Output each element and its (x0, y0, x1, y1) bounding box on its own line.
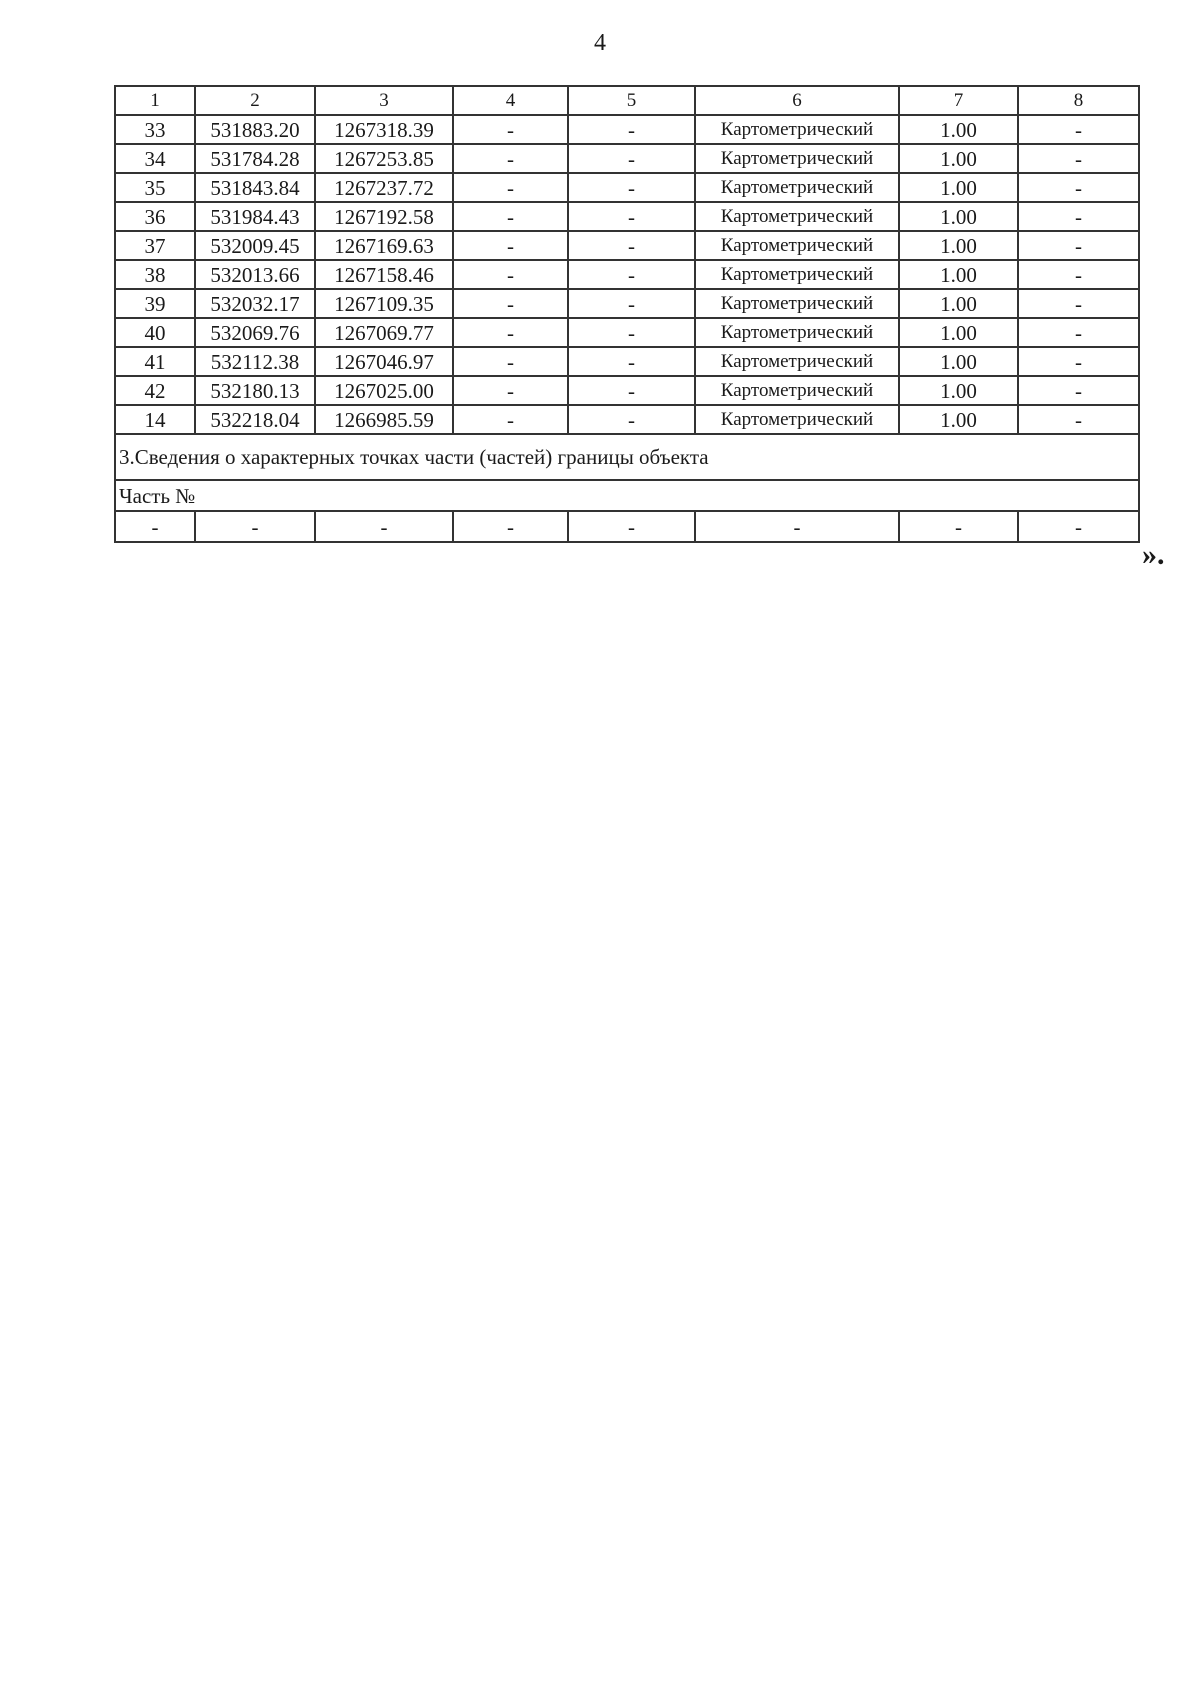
table-cell: Картометрический (695, 144, 899, 173)
table-cell: - (1018, 289, 1139, 318)
table-cell: 1.00 (899, 289, 1018, 318)
table-cell: - (568, 173, 695, 202)
table-row (115, 231, 1139, 260)
table-row (115, 144, 1139, 173)
table-cell: 1.00 (899, 260, 1018, 289)
table-cell: 1267253.85 (315, 144, 453, 173)
table-cell: - (568, 115, 695, 144)
table-cell: 37 (115, 231, 195, 260)
table-cell: 1267169.63 (315, 231, 453, 260)
table-cell: - (315, 511, 453, 542)
section-title: 3.Сведения о характерных точках части (частей) границы объекта (115, 434, 1139, 480)
table-cell: 41 (115, 347, 195, 376)
table-cell: 1.00 (899, 318, 1018, 347)
table-cell: 1267237.72 (315, 173, 453, 202)
table-cell: - (568, 376, 695, 405)
table-cell: 34 (115, 144, 195, 173)
table-cell: 1.00 (899, 173, 1018, 202)
table-cell: 1.00 (899, 144, 1018, 173)
table-cell: 1267025.00 (315, 376, 453, 405)
table-row (115, 405, 1139, 434)
table-row (115, 115, 1139, 144)
boundary-points-table (114, 85, 1140, 543)
table-cell: - (1018, 144, 1139, 173)
table-cell: - (1018, 231, 1139, 260)
section-title-row (115, 434, 1139, 480)
header-cell: 8 (1018, 86, 1139, 115)
table-cell: 532218.04 (195, 405, 315, 434)
header-cell: 7 (899, 86, 1018, 115)
part-label-row (115, 480, 1139, 511)
table-cell: 36 (115, 202, 195, 231)
header-cell: 5 (568, 86, 695, 115)
table-cell: 531784.28 (195, 144, 315, 173)
table-cell: 532032.17 (195, 289, 315, 318)
table-cell: 1.00 (899, 376, 1018, 405)
table-cell: Картометрический (695, 173, 899, 202)
table-cell: 532112.38 (195, 347, 315, 376)
table-cell: Картометрический (695, 376, 899, 405)
table-cell: 1267158.46 (315, 260, 453, 289)
table-cell: - (115, 511, 195, 542)
table-cell: - (568, 289, 695, 318)
table-cell: - (568, 260, 695, 289)
table-cell: - (1018, 405, 1139, 434)
part-label: Часть № (115, 480, 1139, 511)
table-cell: Картометрический (695, 231, 899, 260)
table-row (115, 376, 1139, 405)
table-cell: Картометрический (695, 289, 899, 318)
table-cell: - (1018, 318, 1139, 347)
table-cell: - (899, 511, 1018, 542)
table-cell: 1267192.58 (315, 202, 453, 231)
table-cell: - (453, 347, 568, 376)
table-cell: 1.00 (899, 405, 1018, 434)
table-cell: - (453, 289, 568, 318)
table-cell: - (453, 231, 568, 260)
table-cell: - (453, 511, 568, 542)
table-cell: 532013.66 (195, 260, 315, 289)
header-cell: 2 (195, 86, 315, 115)
table-cell: 532009.45 (195, 231, 315, 260)
table-cell: 42 (115, 376, 195, 405)
table-cell: 40 (115, 318, 195, 347)
table-row (115, 260, 1139, 289)
table-cell: - (453, 202, 568, 231)
table-cell: Картометрический (695, 260, 899, 289)
table-cell: Картометрический (695, 115, 899, 144)
table-cell: - (453, 318, 568, 347)
table-cell: - (1018, 376, 1139, 405)
table-cell: - (453, 405, 568, 434)
table-cell: 1267069.77 (315, 318, 453, 347)
table-cell: - (453, 260, 568, 289)
table-row (115, 289, 1139, 318)
part-data-row (115, 511, 1139, 542)
table-header-row (115, 86, 1139, 115)
table-cell: Картометрический (695, 202, 899, 231)
table-cell: Картометрический (695, 318, 899, 347)
table-cell: Картометрический (695, 347, 899, 376)
table-cell: 38 (115, 260, 195, 289)
table-cell: - (1018, 202, 1139, 231)
table-body (115, 86, 1139, 542)
table-row (115, 173, 1139, 202)
table-cell: - (453, 115, 568, 144)
table-cell: 1.00 (899, 231, 1018, 260)
table-cell: 532069.76 (195, 318, 315, 347)
table-cell: - (568, 511, 695, 542)
table-cell: 1.00 (899, 347, 1018, 376)
table-cell: - (695, 511, 899, 542)
table-cell: - (453, 376, 568, 405)
table-cell: - (1018, 347, 1139, 376)
table-cell: 531883.20 (195, 115, 315, 144)
table-cell: 35 (115, 173, 195, 202)
table-cell: - (568, 318, 695, 347)
table-cell: - (568, 347, 695, 376)
table-cell: - (568, 202, 695, 231)
table-cell: - (568, 405, 695, 434)
table-cell: 1267318.39 (315, 115, 453, 144)
table-cell: 531843.84 (195, 173, 315, 202)
table-cell: 531984.43 (195, 202, 315, 231)
table-cell: - (1018, 115, 1139, 144)
table-cell: 39 (115, 289, 195, 318)
table-row (115, 347, 1139, 376)
table-cell: 1.00 (899, 202, 1018, 231)
table-cell: 1266985.59 (315, 405, 453, 434)
table-cell: - (568, 144, 695, 173)
table-cell: - (453, 144, 568, 173)
table-cell: 33 (115, 115, 195, 144)
table-cell: - (195, 511, 315, 542)
table-cell: 14 (115, 405, 195, 434)
table-row (115, 202, 1139, 231)
table-cell: 1267109.35 (315, 289, 453, 318)
table-cell: - (1018, 511, 1139, 542)
table-cell: Картометрический (695, 405, 899, 434)
header-cell: 3 (315, 86, 453, 115)
table-cell: 532180.13 (195, 376, 315, 405)
header-cell: 4 (453, 86, 568, 115)
table-cell: - (453, 173, 568, 202)
table-row (115, 318, 1139, 347)
table-cell: - (1018, 173, 1139, 202)
table-cell: - (568, 231, 695, 260)
table-cell: 1267046.97 (315, 347, 453, 376)
header-cell: 6 (695, 86, 899, 115)
table-cell: - (1018, 260, 1139, 289)
header-cell: 1 (115, 86, 195, 115)
closing-quote-mark: ». (1142, 538, 1165, 571)
page-number: 4 (594, 30, 606, 56)
table-cell: 1.00 (899, 115, 1018, 144)
